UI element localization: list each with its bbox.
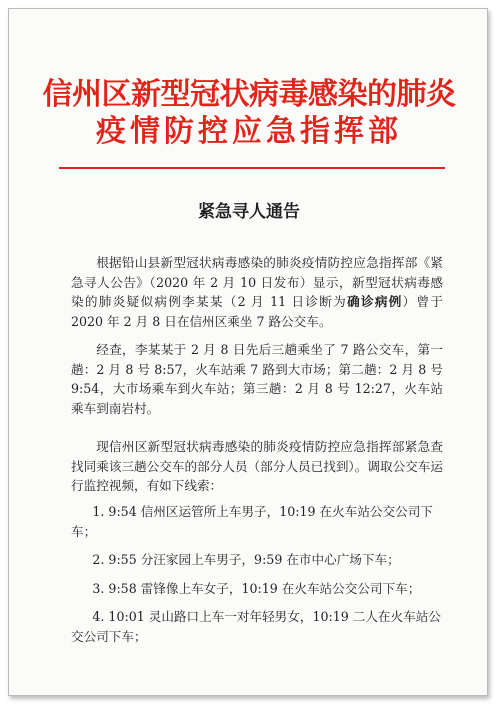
clue-item: 3. 9:58 雷锋像上车女子，10:19 在火车站公交公司下车； bbox=[92, 580, 421, 596]
paragraph-1-bold-text: 确诊病例 bbox=[347, 294, 403, 310]
paragraph-1-text-b: ）曾于 2020 年 2 月 8 日在信州区乘坐 7 路公交车。 bbox=[71, 294, 443, 329]
paragraph-3 bbox=[71, 437, 443, 496]
paragraph-2 bbox=[71, 340, 443, 418]
header-red-rule bbox=[59, 167, 445, 169]
paragraph-1 bbox=[71, 253, 443, 331]
clue-list bbox=[71, 502, 443, 656]
header-title-line-1: 信州区新型冠状病毒感染的肺炎 bbox=[42, 77, 456, 112]
clue-item: 4. 10:01 灵山路口上车一对年轻男女，10:19 二人在火车站公交公司下车； bbox=[71, 609, 441, 644]
clue-item: 2. 9:55 分汪家园上车男子，9:59 在市中心广场下车； bbox=[92, 552, 400, 568]
clue-item: 1. 9:54 信州区运管所上车男子，10:19 在火车站公交公司下车； bbox=[71, 504, 433, 539]
header-title-line-2: 疫情防控应急指挥部 bbox=[96, 114, 402, 149]
document-page bbox=[8, 8, 488, 696]
paragraph-3-text: 现信州区新型冠状病毒感染的肺炎疫情防控应急指挥部紧急查找同乘该三趟公交车的部分人员（部分人员已找到）。调取公交车运行监控视频，有如下线索： bbox=[71, 439, 443, 494]
notice-title: 紧急寻人通告 bbox=[198, 202, 300, 222]
paragraph-2-text: 经查，李某某于 2 月 8 日先后三趟乘坐了 7 路公交车，第一趟：2 月 8 号 8:57，火车站乘 7 路到大市场；第二趟：2 月 8 号 9:54，大市场乘车到火车站；第三趟：2 月 8 号 12:27，火车站乘车到南岩村。 bbox=[71, 342, 443, 416]
paragraph-1-text-a: 根据铅山县新型冠状病毒感染的肺炎疫情防控应急指挥部《紧急寻人公告》（2020 年 2 月 10 日发布）显示，新型冠状病毒感染的肺炎疑似病例李某某（2 月 11 日诊断为 bbox=[71, 255, 443, 310]
